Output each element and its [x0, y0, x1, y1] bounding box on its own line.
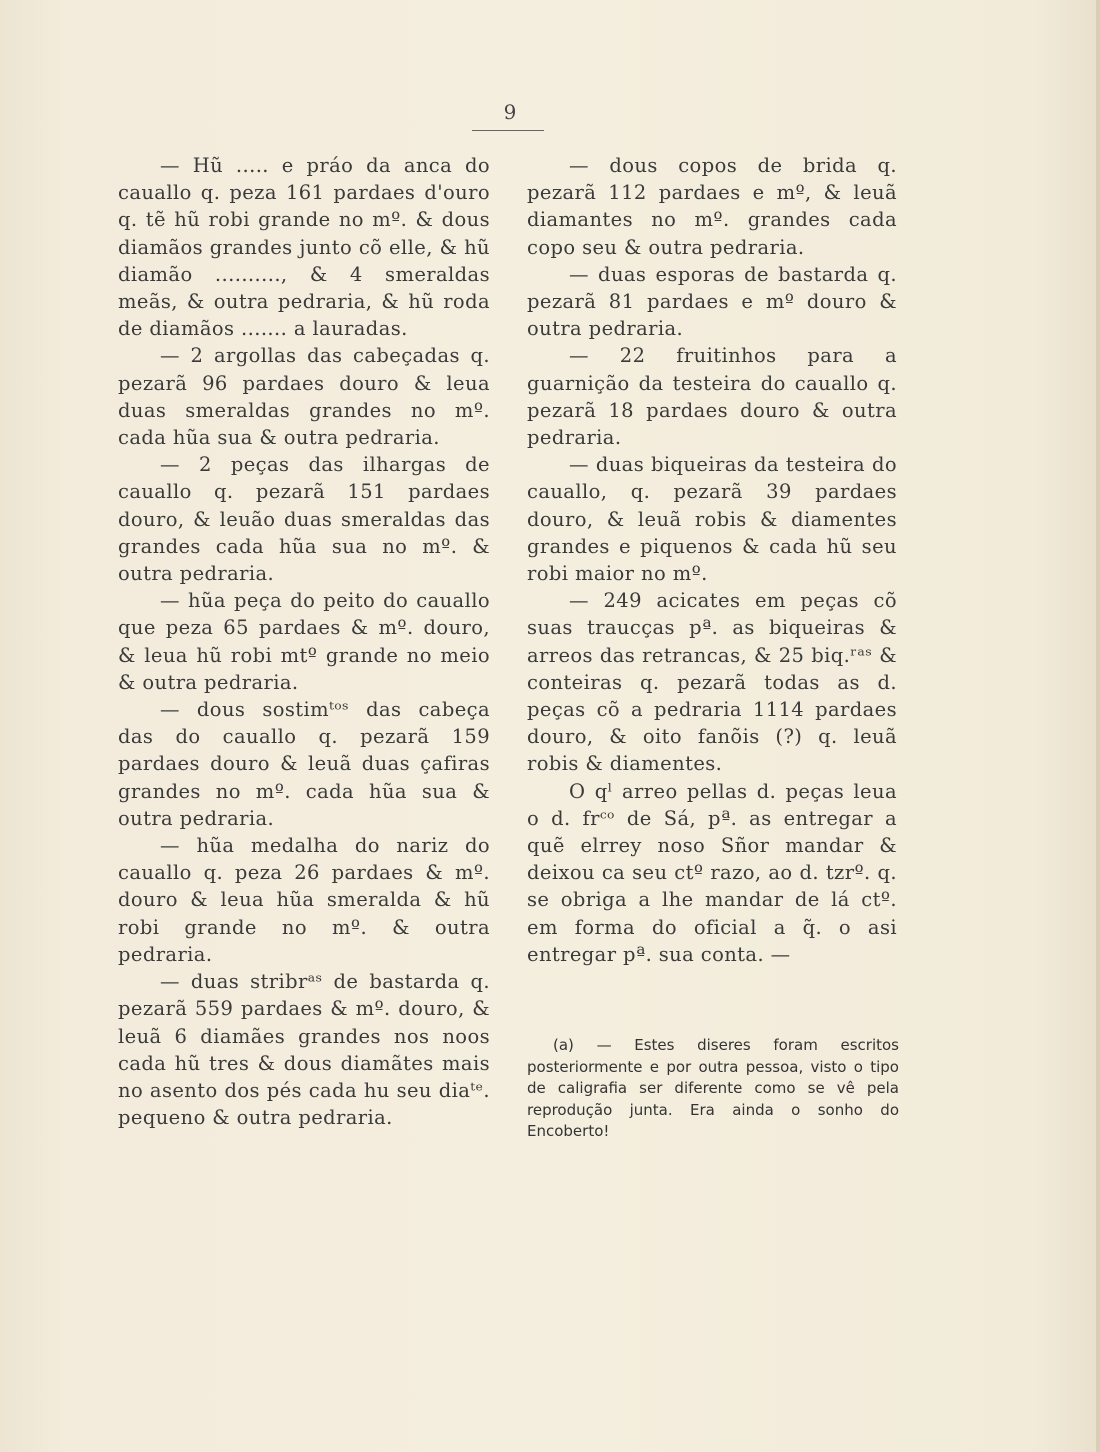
- paragraph: — hũa peça do peito do cauallo que peza 65 pardaes & mº. douro, & leua hũ robi mtº grande no meio & outra pedraria.: [118, 589, 490, 694]
- paragraph: — 2 peças das ilhargas de cauallo q. pezarã 151 pardaes douro, & leuão duas smeraldas das grandes cada hũa sua no mº. & outra pedraria.: [118, 453, 490, 586]
- right-column: [527, 152, 897, 968]
- paragraph: — duas biqueiras da testeira do cauallo, q. pezarã 39 pardaes douro, & leuã robis & diamentes grandes e piquenos & cada hũ seu robi maior no mº.: [527, 453, 897, 586]
- paragraph: — duas esporas de bastarda q. pezarã 81 pardaes e mº douro & outra pedraria.: [527, 262, 897, 341]
- paragraph: — dous copos de brida q. pezarã 112 pardaes e mº, & leuã diamantes no mº. grandes cada copo seu & outra pedraria.: [527, 154, 897, 259]
- paragraph: — 2 argollas das cabeçadas q. pezarã 96 pardaes douro & leua duas smeraldas grandes no mº. cada hũa sua & outra pedraria.: [118, 344, 490, 450]
- footnote: (a) — Estes diseres foram escritos posteriormente e por outra pessoa, visto o tipo de caligrafia ser diferente como se vê pela reprodução junta. Era ainda o sonho do Encoberto!: [527, 1036, 899, 1140]
- paragraph: — hũa medalha do nariz do cauallo q. peza 26 pardaes & mº. douro & leua hũa smeralda & hũ robi grande no mº. & outra pedraria.: [118, 834, 490, 966]
- paragraph: O qˡ arreo pellas d. peças leua o d. frᶜᵒ de Sá, pª. as entregar a quẽ elrrey noso Sñor mandar & deixou ca seu ctº razo, ao d. tzrº. q. se obriga a lhe mandar de lá ctº. em forma do oficial a q̃. o asi entregar pª. sua conta. —: [527, 779, 897, 966]
- left-column: [118, 152, 490, 1131]
- paragraph: — 249 acicates em peças cõ suas traucças pª. as biqueiras & arreos das retrancas, & 25 biq.ʳᵃˢ & conteiras q. pezarã todas as d. peças cõ a pedraria 1114 pardaes douro, & oito fanõis (?) q. leuã robis & diamentes.: [527, 589, 897, 776]
- paragraph: — 22 fruitinhos para a guarnição da testeira do cauallo q. pezarã 18 pardaes douro & outra pedraria.: [527, 344, 897, 450]
- page-number-rule: [472, 130, 544, 131]
- paragraph: — duas stribrᵃˢ de bastarda q. pezarã 559 pardaes & mº. douro, & leuã 6 diamães grandes nos noos cada hũ tres & dous diamãtes mais no asento dos pés cada hu seu diaᵗᵉ. pequeno & outra pedraria.: [118, 970, 490, 1130]
- paragraph: — Hũ ..... e práo da anca do cauallo q. peza 161 pardaes d'ouro q. tẽ hũ robi grande no mº. & dous diamãos grandes junto cõ elle, & hũ diamão .........., & 4 smeraldas meãs, & outra pedraria, & hũ roda de diamãos ....... a lauradas.: [118, 154, 490, 341]
- page-edge: [1096, 0, 1100, 1452]
- paragraph: — dous sostimᵗᵒˢ das cabeça das do cauallo q. pezarã 159 pardaes douro & leuã duas çafiras grandes no mº. cada hũa sua & outra pedraria.: [118, 698, 490, 830]
- page-number: 9: [503, 100, 517, 124]
